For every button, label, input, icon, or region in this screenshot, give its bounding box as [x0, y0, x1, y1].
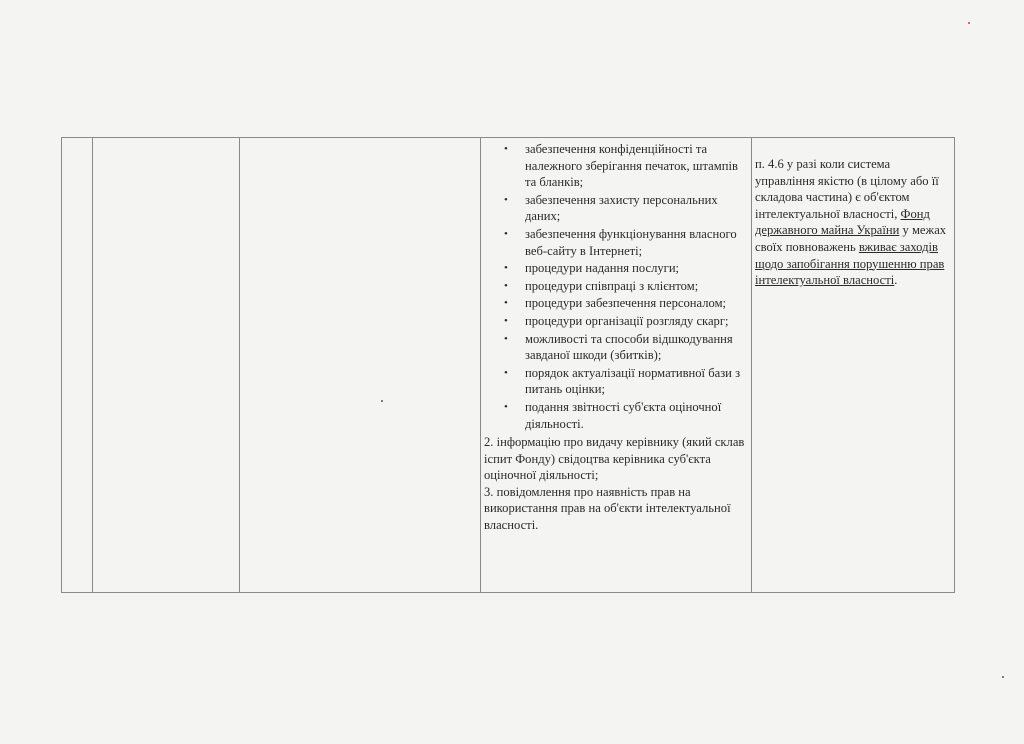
bullet-icon: •: [504, 262, 508, 275]
bullet-icon: •: [504, 332, 508, 345]
bullet-icon: •: [504, 366, 508, 379]
scan-speck: [381, 400, 383, 402]
list-item: • можливості та способи відшкодування завданої шкоди (збитків);: [504, 331, 733, 363]
bullet-icon: •: [504, 143, 508, 155]
number-cell: [62, 138, 93, 593]
bullet-icon: •: [504, 314, 508, 327]
list-item: • подання звітності суб'єкта оціночної діяльності.: [504, 399, 722, 431]
fund-reference: Фонд державного майна України: [755, 206, 930, 238]
list-item: • процедури організації розгляду скарг;: [504, 313, 729, 328]
bullet-icon: •: [504, 400, 508, 413]
requirements-table: [61, 137, 955, 593]
list-item: • процедури забезпечення персоналом;: [504, 296, 727, 311]
measures-reference: вживає заходів щодо запобігання порушенню прав інтелектуальної власності: [755, 239, 945, 288]
table-row: [62, 138, 955, 593]
list-item: • забезпечення конфіденційності та належного зберігання печаток, штампів та бланків;: [504, 142, 738, 190]
scan-speck: [1002, 676, 1004, 678]
documents-cell: [481, 138, 752, 593]
bullet-icon: •: [504, 297, 508, 310]
regulation-note: п. 4.6 у разі коли система управління якістю (в цілому або її складова частина) є об'єктом інтелектуальної власності, Фонд державного майна України у межах своїх повноважень вживає заходів щодо запобігання порушенню прав інтелектуальної власності.: [755, 157, 947, 288]
bullet-list: [481, 141, 751, 432]
reference-cell: [752, 138, 955, 593]
list-item: • порядок актуалізації нормативної бази з питань оцінки;: [504, 365, 741, 397]
list-item: • процедури співпраці з клієнтом;: [504, 278, 699, 293]
bullet-icon: •: [504, 193, 508, 206]
list-item: • процедури надання послуги;: [504, 261, 680, 276]
bullet-icon: •: [504, 227, 508, 240]
numbered-item: 3. повідомлення про наявність прав на використання прав на об'єкти інтелектуальної власності.: [484, 484, 731, 533]
numbered-items: [484, 434, 751, 534]
requirement-cell: [93, 138, 240, 593]
description-cell: [240, 138, 481, 593]
numbered-item: 2. інформацію про видачу керівнику (який склав іспит Фонду) свідоцтва керівника суб'єкта оціночної діяльності;: [484, 435, 745, 483]
list-item: • забезпечення функціонування власного веб-сайту в Інтернеті;: [504, 226, 737, 258]
bullet-icon: •: [504, 279, 508, 292]
scan-speck: [968, 22, 970, 24]
list-item: • забезпечення захисту персональних даних;: [504, 192, 718, 224]
